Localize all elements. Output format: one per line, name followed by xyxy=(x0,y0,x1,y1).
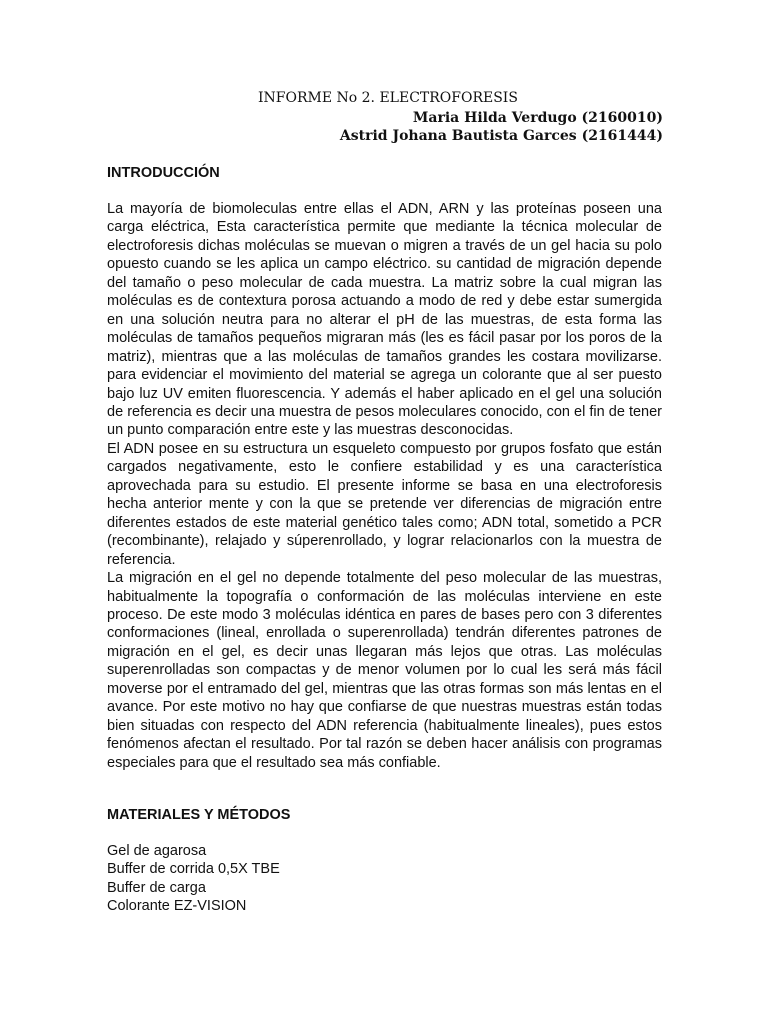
introduction-body xyxy=(107,200,662,772)
paragraph: La mayoría de biomoleculas entre ellas el ADN, ARN y las proteínas poseen una carga eléctrica, Esta característica permite que mediante la técnica molecular de electroforesis dichas moléculas se muevan o migren a través de un gel hacia su polo opuesto cuando se les aplica un campo eléctrico. su cantidad de migración depende del tamaño o peso molecular de cada muestra. La matriz sobre la cual migran las moléculas es de contextura porosa actuando a modo de red y debe estar sumergida en una solución neutra para no alterar el pH de las muestras, de esta forma las moléculas de tamaños pequeños migraran más (les es fácil pasar por los poros de la matriz), mientras que a las moléculas de tamaños grandes les costara movilizarse. para evidenciar el movimiento del material se agrega un colorante que al ser puesto bajo luz UV emiten fluorescencia. Y además el haber aplicado en el gel una solución de referencia es decir una muestra de pesos moleculares conocido, con el fin de tener un punto comparación entre este y las muestras desconocidas. xyxy=(107,201,662,439)
list-item: Buffer de carga xyxy=(107,879,206,896)
list-item: Colorante EZ-VISION xyxy=(107,898,247,915)
author-2: Astrid Johana Bautista Garces (2161444) xyxy=(339,128,663,144)
section-heading-introduccion: INTRODUCCIÓN xyxy=(107,165,220,181)
paragraph: La migración en el gel no depende totalmente del peso molecular de las muestras, habitualmente la topografía o conformación de las moléculas interviene en este proceso. De este modo 3 moléculas idéntica en pares de bases pero con 3 diferentes conformaciones (lineal, enrollada o superenrollada) tendrán diferentes patrones de migración en el gel, es decir unas llegaran más lejos que otras. Las moléculas superenrolladas son compactas y de menor volumen por lo cual les será más fácil moverse por el entramado del gel, mientras que las otras formas son más lentas en el avance. Por este motivo no hay que confiarse de que nuestras muestras están todas bien situadas con respecto del ADN referencia (habitualmente lineales), pues estos fenómenos afectan el resultado. Por tal razón se deben hacer análisis con programas especiales para que el resultado sea más confiable. xyxy=(107,570,662,771)
materials-list xyxy=(107,842,280,916)
list-item: Buffer de corrida 0,5X TBE xyxy=(107,861,280,878)
section-heading-materiales: MATERIALES Y MÉTODOS xyxy=(107,807,291,823)
author-1: Maria Hilda Verdugo (2160010) xyxy=(412,110,663,126)
list-item: Gel de agarosa xyxy=(107,843,207,859)
document-title: INFORME No 2. ELECTROFORESIS xyxy=(258,90,518,106)
paragraph: El ADN posee en su estructura un esqueleto compuesto por grupos fosfato que están cargados negativamente, esto le confiere estabilidad y es una característica aprovechada para su estudio. El presente informe se basa en una electroforesis hecha anterior mente y con la que se pretende ver diferencias de migración entre diferentes estados de este material genético tales como; ADN total, sometido a PCR (recombinante), relajado y súperenrollado, y lograr relacionarlos con la muestra de referencia. xyxy=(107,440,662,568)
